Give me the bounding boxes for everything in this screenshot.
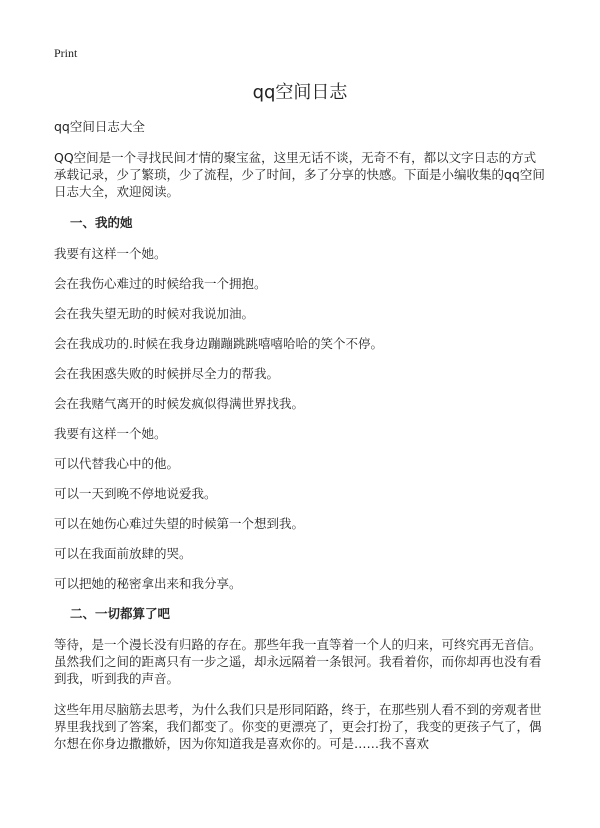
body-paragraph: 这些年用尽脑筋去思考，为什么我们只是形同陌路，终于，在那些别人看不到的旁观者世界里我找到了答案，我们都变了。你变的更漂亮了，更会打扮了，我变的更孩子气了，偶尔想在你身边撒撒娇，因为你知道我是喜欢你的。可是……我不喜欢 <box>54 702 542 751</box>
intro-paragraph: QQ空间是一个寻找民间才情的聚宝盆，这里无话不谈，无奇不有，都以文字日志的方式承载记录，少了繁琐，少了流程，少了时间，多了分享的快感。下面是小编收集的qq空间日志大全，欢迎阅读。 <box>54 150 545 199</box>
poem-line: 会在我成功的.时候在我身边蹦蹦跳跳嘻嘻哈哈的笑个不停。 <box>54 336 383 351</box>
page-title: qq空间日志 <box>252 82 348 103</box>
poem-line: 会在我困惑失败的时候拼尽全力的帮我。 <box>54 366 280 381</box>
body-paragraph: 等待，是一个漫长没有归路的存在。那些年我一直等着一个人的归来，可终究再无音信。虽然我们之间的距离只有一步之遥，却永远隔着一条银河。我看着你，而你却再也没有看到我，听到我的声音。 <box>54 637 542 686</box>
print-link[interactable]: Print <box>54 46 78 60</box>
poem-line: 可以在我面前放肆的哭。 <box>54 546 192 561</box>
article-subtitle: qq空间日志大全 <box>54 119 145 134</box>
poem-line: 可以代替我心中的他。 <box>54 456 180 471</box>
poem-line: 会在我赌气离开的时候发疯似得满世界找我。 <box>54 396 305 411</box>
article-body <box>54 118 546 766</box>
section-heading: 二、一切都算了吧 <box>70 606 171 621</box>
poem-line: 可以一天到晚不停地说爱我。 <box>54 486 217 501</box>
poem-line: 会在我失望无助的时候对我说加油。 <box>54 306 255 321</box>
poem-line: 我要有这样一个她。 <box>54 426 167 441</box>
poem-line: 我要有这样一个她。 <box>54 246 167 261</box>
section-heading: 一、我的她 <box>70 215 133 230</box>
poem-line: 可以把她的秘密拿出来和我分享。 <box>54 576 242 591</box>
poem-line: 可以在她伤心难过失望的时候第一个想到我。 <box>54 516 305 531</box>
poem-line: 会在我伤心难过的时候给我一个拥抱。 <box>54 276 267 291</box>
